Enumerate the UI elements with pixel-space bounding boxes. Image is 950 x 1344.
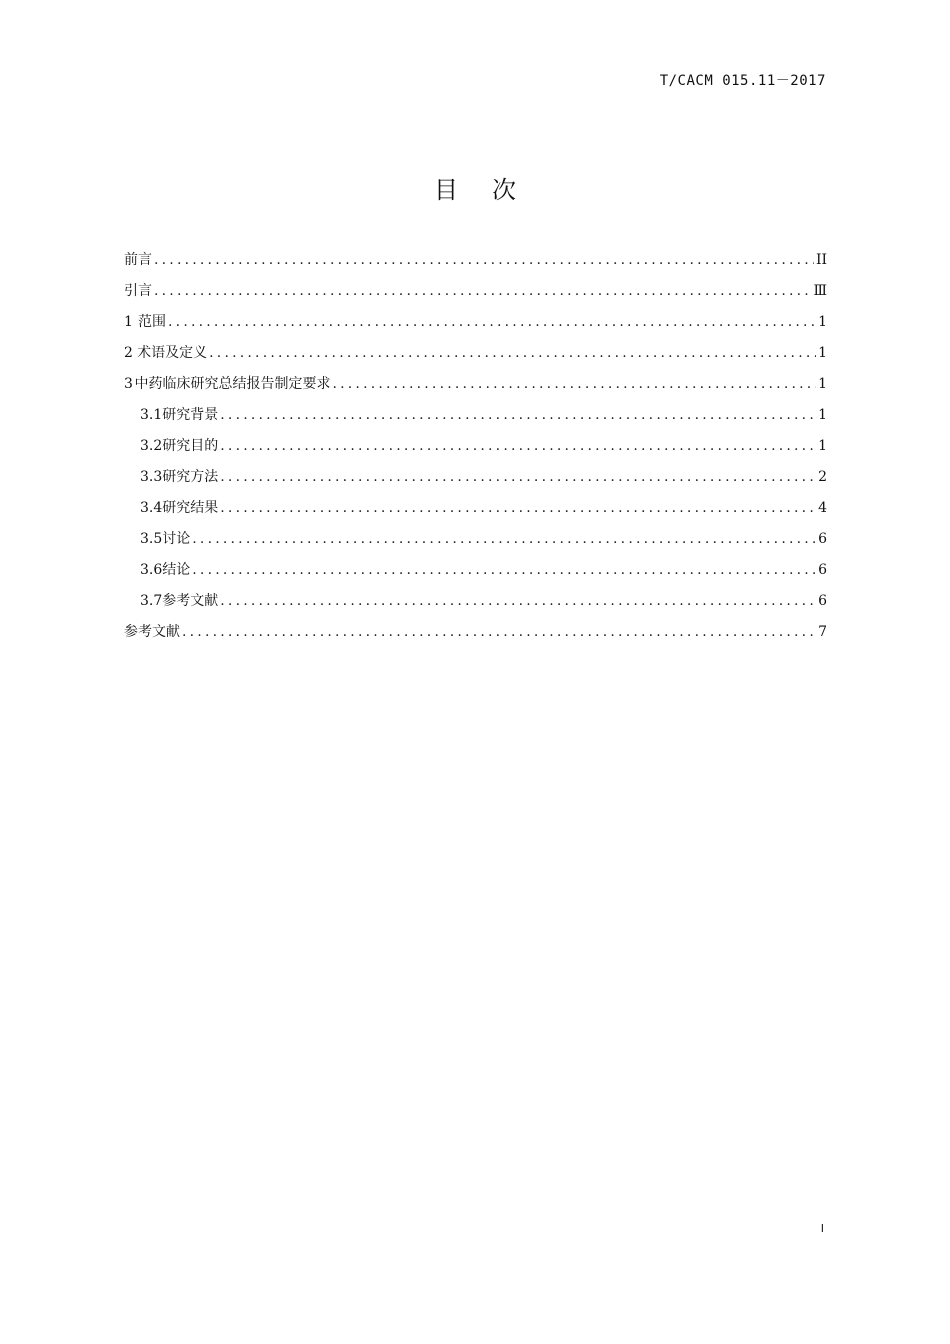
- toc-entry-number: 2: [124, 345, 133, 361]
- toc-entry-discussion[interactable]: [124, 529, 827, 560]
- toc-entry-number: 3.5: [140, 531, 163, 547]
- toc-entry-number: 3: [124, 376, 133, 392]
- dot-leader: [154, 250, 814, 270]
- dot-leader: [332, 374, 816, 394]
- toc-entry-number: 3.2: [140, 438, 163, 454]
- document-id: T/CACM 015.11－2017: [659, 73, 826, 89]
- toc-entry-page: II: [815, 252, 827, 268]
- toc-entry-label: 中药临床研究总结报告制定要求: [134, 376, 331, 392]
- dot-leader: [220, 405, 816, 425]
- toc-entry-page: 1: [818, 438, 827, 454]
- toc-entry-number: 3.7: [140, 593, 163, 609]
- page-title-char-2: 次: [492, 176, 516, 204]
- dot-leader: [220, 591, 816, 611]
- dot-leader: [154, 281, 811, 301]
- toc-entry-results[interactable]: [124, 498, 827, 529]
- dot-leader: [168, 312, 816, 332]
- toc-entry-label: 参考文献: [162, 593, 219, 609]
- toc-entry-label: 术语及定义: [137, 345, 208, 361]
- toc-entry-page: 6: [818, 593, 827, 609]
- toc-entry-label: 研究结果: [162, 500, 219, 516]
- toc-entry-page: 4: [818, 500, 827, 516]
- toc-entry-page: 1: [818, 376, 827, 392]
- toc-entry-page: 7: [818, 624, 827, 640]
- toc-entry-foreword[interactable]: [124, 250, 827, 281]
- toc-entry-requirements[interactable]: [124, 374, 827, 405]
- toc-entry-label: 研究方法: [162, 469, 219, 485]
- toc-entry-methods[interactable]: [124, 467, 827, 498]
- toc-entry-page: 6: [818, 562, 827, 578]
- dot-leader: [182, 622, 816, 642]
- toc-entry-terms[interactable]: [124, 343, 827, 374]
- toc-entry-page: 1: [818, 314, 827, 330]
- dot-leader: [220, 467, 816, 487]
- dot-leader: [209, 343, 816, 363]
- toc-entry-label: 研究目的: [162, 438, 219, 454]
- toc-entry-page: 1: [818, 345, 827, 361]
- toc-entry-page: 1: [818, 407, 827, 423]
- toc-entry-label: 前言: [124, 252, 152, 268]
- toc-entry-number: 3.4: [140, 500, 163, 516]
- toc-entry-page: 2: [818, 469, 827, 485]
- toc-entry-page: 6: [818, 531, 827, 547]
- toc-entry-label: 结论: [162, 562, 191, 578]
- dot-leader: [220, 498, 816, 518]
- toc-entry-conclusion[interactable]: [124, 560, 827, 591]
- page-title: [0, 170, 950, 205]
- toc-entry-label: 范围: [138, 314, 167, 330]
- toc-entry-number: 3.3: [140, 469, 163, 485]
- toc-entry-background[interactable]: [124, 405, 827, 436]
- dot-leader: [192, 529, 816, 549]
- toc-entry-introduction[interactable]: [124, 281, 827, 312]
- toc-entry-objective[interactable]: [124, 436, 827, 467]
- toc-entry-bibliography[interactable]: [124, 622, 827, 653]
- toc-entry-number: 3.1: [140, 407, 163, 423]
- page-number: I: [820, 1222, 824, 1235]
- toc-entry-label: 讨论: [162, 531, 191, 547]
- toc-entry-section-references[interactable]: [124, 591, 827, 622]
- dot-leader: [192, 560, 816, 580]
- toc-entry-number: 3.6: [140, 562, 163, 578]
- toc-entry-label: 研究背景: [162, 407, 219, 423]
- toc-entry-label: 引言: [124, 283, 152, 299]
- table-of-contents: [124, 250, 827, 653]
- dot-leader: [220, 436, 816, 456]
- toc-entry-number: 1: [124, 314, 133, 330]
- page-title-char-1: 目: [434, 176, 458, 204]
- toc-entry-page: Ⅲ: [813, 283, 827, 299]
- toc-entry-label: 参考文献: [124, 624, 180, 640]
- toc-entry-scope[interactable]: [124, 312, 827, 343]
